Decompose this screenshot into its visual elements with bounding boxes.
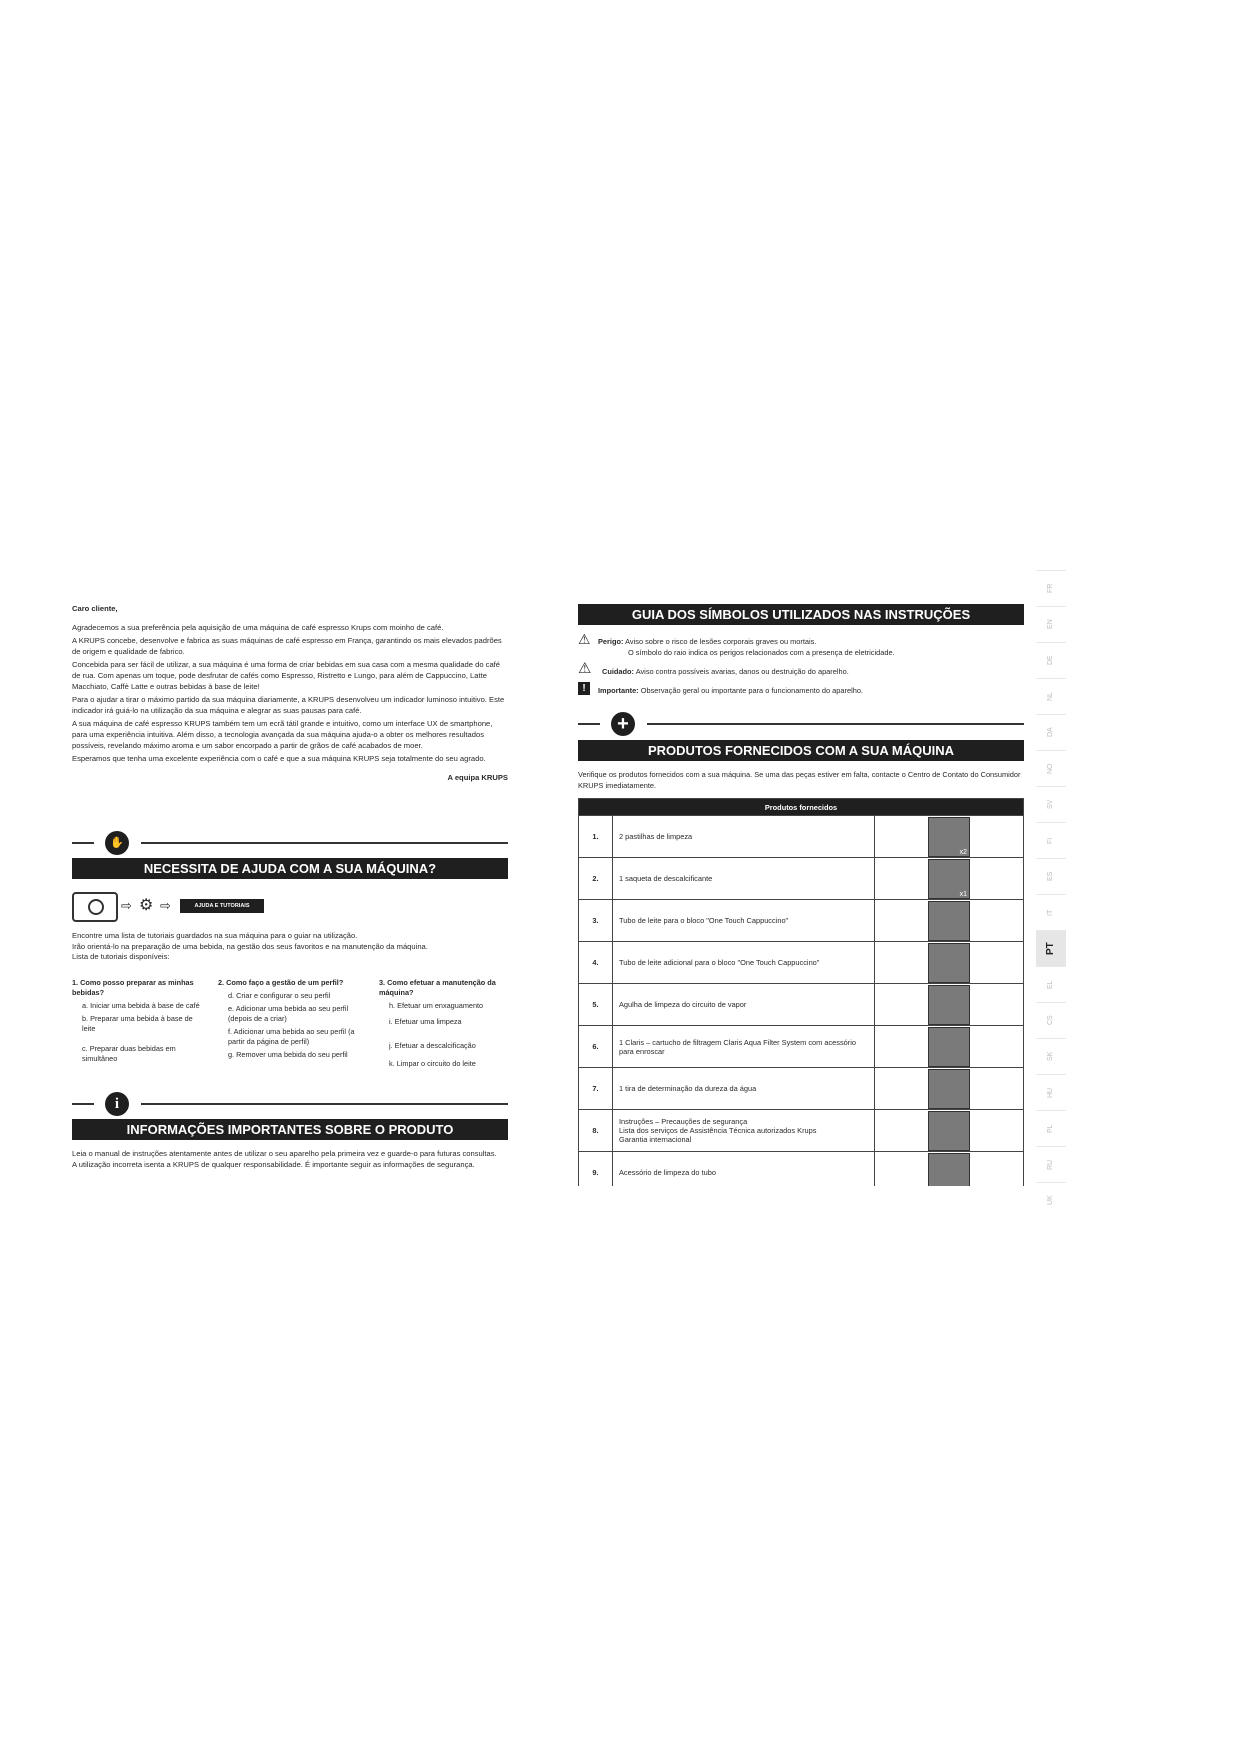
danger-warning-icon: ⚠	[578, 631, 591, 647]
tutorial-column	[218, 978, 370, 1063]
quantity-label: x1	[959, 890, 967, 898]
row-description: Tubo de leite adicional para o bloco "One Touch Cappuccino"	[613, 942, 875, 984]
intro-paragraph: Para o ajudar a tirar o máximo partido da sua máquina diariamente, a KRUPS desenvolveu um indicador luminoso intuitivo. Este indicador irá guiá-lo na utilização da sua máquina e alegrar as suas pausas para café.	[72, 695, 505, 715]
help-section-title: NECESSITA DE AJUDA COM A SUA MÁQUINA?	[72, 858, 508, 879]
divider-line	[578, 723, 600, 725]
row-description: 2 pastilhas de limpeza	[613, 816, 875, 858]
language-tab[interactable]: DA	[1036, 714, 1066, 750]
products-table	[578, 798, 1024, 1186]
booklet-icon	[928, 1111, 970, 1151]
row-number: 5.	[579, 984, 613, 1026]
row-description: Agulha de limpeza do circuito de vapor	[613, 984, 875, 1026]
info-line: Leia o manual de instruções atentamente antes de utilizar o seu aparelho pela primeira vez e guarde-o para futuras consultas.	[72, 1149, 497, 1158]
language-tab[interactable]: ES	[1036, 858, 1066, 894]
row-number: 8.	[579, 1110, 613, 1152]
intro-paragraph: Agradecemos a sua preferência pela aquisição de uma máquina de café espresso Krups com moinho de café.	[72, 622, 444, 632]
language-tab[interactable]: PL	[1036, 1110, 1066, 1146]
tutorial-column-title: 3. Como efetuar a manutenção da máquina?	[379, 978, 496, 997]
extra-milk-tube-icon	[928, 943, 970, 983]
language-tab[interactable]: HU	[1036, 1074, 1066, 1110]
row-number: 2.	[579, 858, 613, 900]
help-line: Encontre uma lista de tutoriais guardados na sua máquina para o guiar na utilização.	[72, 931, 358, 940]
tutorial-item: j. Efetuar a descalcificação	[389, 1041, 476, 1050]
divider-line	[647, 723, 1024, 725]
table-row	[579, 1026, 1024, 1068]
divider-line	[72, 842, 94, 844]
quantity-label: x2	[959, 848, 967, 856]
plus-icon: +	[611, 712, 635, 736]
tutorial-column-title: 2. Como faço a gestão de um perfil?	[218, 978, 344, 987]
help-line: Irão orientá-lo na preparação de uma bebida, na gestão dos seus favoritos e na manutenção da máquina.	[72, 941, 428, 951]
gear-icon: ⚙	[139, 897, 154, 914]
language-tab[interactable]: SV	[1036, 786, 1066, 822]
table-row	[579, 1068, 1024, 1110]
caution-warning-icon: ⚠	[578, 660, 592, 677]
table-row	[579, 1110, 1024, 1152]
language-tab[interactable]: RU	[1036, 1146, 1066, 1182]
tutorial-item: g. Remover uma bebida do seu perfil	[228, 1050, 348, 1059]
row-number: 7.	[579, 1068, 613, 1110]
tutorial-column	[379, 978, 509, 1072]
table-row	[579, 900, 1024, 942]
important-icon: !	[578, 682, 590, 695]
table-row	[579, 984, 1024, 1026]
info-description	[72, 1149, 508, 1170]
tutorial-item: e. Adicionar uma bebida ao seu perfil (depois de a criar)	[228, 1004, 349, 1023]
danger-text-2: O símbolo do raio indica os perigos relacionados com a presença de eletricidade.	[628, 648, 895, 657]
danger-label: Perigo:	[598, 637, 624, 646]
language-tabs	[1036, 570, 1066, 1218]
table-row	[579, 1152, 1024, 1187]
intro-paragraph: A KRUPS concebe, desenvolve e fabrica as suas máquinas de café espresso em França, garantindo os mais elevados padrões de origem e qualidade de fabrico.	[72, 636, 502, 656]
row-number: 1.	[579, 816, 613, 858]
language-tab[interactable]: CS	[1036, 1002, 1066, 1038]
table-row	[579, 816, 1024, 858]
filter-cartridge-icon	[928, 1027, 970, 1067]
language-tab-active[interactable]: PT	[1036, 930, 1066, 966]
table-row	[579, 858, 1024, 900]
divider-line	[141, 1103, 508, 1105]
intro-paragraph: Concebida para ser fácil de utilizar, a sua máquina é uma forma de criar bebidas em sua casa com a mesma qualidade do café de rua. Com apenas um toque, pode desfrutar de cafés como Espresso, Ristretto e Lungo, para além de Cappuccino, Latte Macchiato, Caffè Latte e outras bebidas à base de leite!	[72, 660, 501, 691]
descaler-sachet-icon	[928, 859, 970, 899]
tutorial-item: k. Limpar o circuito do leite	[389, 1059, 476, 1068]
tutorial-item: a. Iniciar uma bebida à base de café	[82, 1001, 200, 1010]
language-tab[interactable]: IT	[1036, 894, 1066, 930]
products-section-title: PRODUTOS FORNECIDOS COM A SUA MÁQUINA	[578, 740, 1024, 761]
row-number: 3.	[579, 900, 613, 942]
caution-text: Aviso contra possíveis avarias, danos ou destruição do aparelho.	[635, 667, 849, 676]
divider-line	[141, 842, 508, 844]
help-hand-icon: ✋	[105, 831, 129, 855]
language-tab[interactable]: NL	[1036, 678, 1066, 714]
important-text: Observação geral ou importante para o funcionamento do aparelho.	[640, 686, 863, 695]
row-description: 1 saqueta de descalcificante	[613, 858, 875, 900]
row-description: Instruções – Precauções de segurança Lista dos serviços de Assistência Técnica autorizados Krups Garantia internacional	[613, 1110, 875, 1152]
help-description	[72, 931, 508, 963]
test-strip-icon	[928, 1069, 970, 1109]
important-label: Importante:	[598, 686, 639, 695]
row-description: 1 tira de determinação da dureza da água	[613, 1068, 875, 1110]
caution-label: Cuidado:	[602, 667, 635, 676]
signature: A equipa KRUPS	[447, 772, 508, 782]
milk-tube-icon	[928, 901, 970, 941]
tutorial-item: b. Preparar uma bebida à base de leite	[82, 1014, 193, 1033]
table-header: Produtos fornecidos	[579, 799, 1024, 816]
arrow-right-icon: ⇨	[121, 898, 132, 913]
intro-letter	[72, 604, 508, 786]
symbols-guide	[578, 631, 1024, 696]
language-tab[interactable]: EL	[1036, 966, 1066, 1002]
intro-paragraph: Esperamos que tenha uma excelente experiência com o café e que a sua máquina KRUPS seja totalmente do seu agrado.	[72, 754, 486, 764]
row-description: Acessório de limpeza do tubo	[613, 1152, 875, 1187]
greeting: Caro cliente,	[72, 604, 118, 613]
help-line: Lista de tutoriais disponíveis:	[72, 952, 170, 962]
table-row	[579, 942, 1024, 984]
row-number: 6.	[579, 1026, 613, 1068]
language-tab[interactable]: DE	[1036, 642, 1066, 678]
divider-line	[72, 1103, 94, 1105]
language-tab[interactable]: NO	[1036, 750, 1066, 786]
info-icon: i	[105, 1092, 129, 1116]
tutorial-item: h. Efetuar um enxaguamento	[389, 1001, 484, 1010]
tutorial-item: d. Criar e configurar o seu perfil	[228, 991, 331, 1000]
row-description: Tubo de leite para o bloco "One Touch Cappuccino"	[613, 900, 875, 942]
tutorial-item: f. Adicionar uma bebida ao seu perfil (a partir da página de perfil)	[228, 1027, 355, 1046]
symbols-section-title: GUIA DOS SÍMBOLOS UTILIZADOS NAS INSTRUÇÕES	[578, 604, 1024, 625]
touchscreen-icon	[72, 892, 118, 922]
language-tab[interactable]: EN	[1036, 606, 1066, 642]
danger-text: Aviso sobre o risco de lesões corporais graves ou mortais.	[625, 637, 817, 646]
products-intro: Verifique os produtos fornecidos com a sua máquina. Se uma das peças estiver em falta, contacte o Centro de Contato do Consumidor KRUPS imediatamente.	[578, 770, 1021, 790]
language-tab[interactable]: FI	[1036, 822, 1066, 858]
info-line: A utilização incorreta isenta a KRUPS de qualquer responsabilidade. É importante seguir as informações de segurança.	[72, 1159, 475, 1169]
language-tab[interactable]: FR	[1036, 570, 1066, 606]
arrow-right-icon: ⇨	[160, 898, 171, 913]
row-description: 1 Claris – cartucho de filtragem Claris Aqua Filter System com acessório para enroscar	[613, 1026, 875, 1068]
language-tab[interactable]: SK	[1036, 1038, 1066, 1074]
language-tab[interactable]: UK	[1036, 1182, 1066, 1218]
help-tutorials-button[interactable]: AJUDA E TUTORIAIS	[180, 899, 264, 913]
cleaning-tablet-icon	[928, 817, 970, 857]
tutorial-item: c. Preparar duas bebidas em simultâneo	[82, 1044, 176, 1063]
cleaning-needle-icon	[928, 985, 970, 1025]
products-table-wrapper	[578, 798, 1024, 1186]
row-number: 4.	[579, 942, 613, 984]
tutorial-column	[72, 978, 206, 1067]
tutorial-column-title: 1. Como posso preparar as minhas bebidas?	[72, 978, 194, 997]
info-section-title: INFORMAÇÕES IMPORTANTES SOBRE O PRODUTO	[72, 1119, 508, 1140]
row-number: 9.	[579, 1152, 613, 1187]
tutorial-item: i. Efetuar uma limpeza	[389, 1017, 462, 1026]
tube-cleaning-accessory-icon	[928, 1153, 970, 1187]
intro-paragraph: A sua máquina de café espresso KRUPS também tem um ecrã tátil grande e intuitivo, como um interface UX de smartphone, para uma experiência intuitiva. Além disso, a tecnologia avançada da sua máquina ajuda-o a obter os melhores resultados possíveis, revelando máximo aroma e um sabor encorpado a partir de grãos de café acabados de moer.	[72, 719, 493, 750]
